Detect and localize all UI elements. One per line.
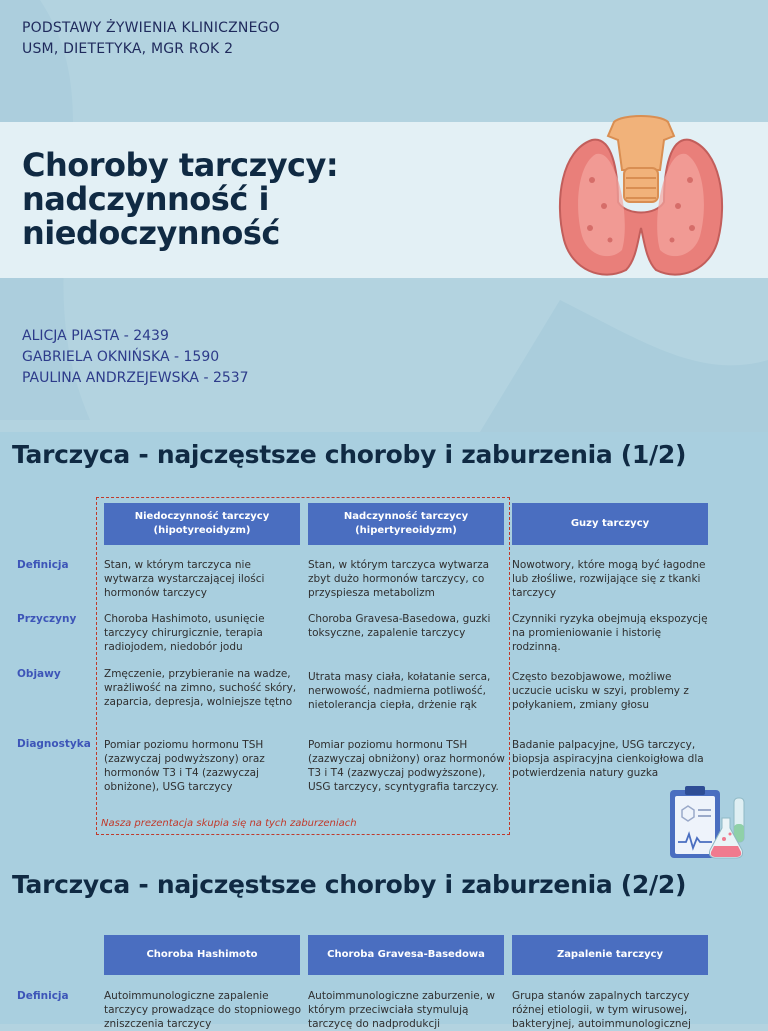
cell-causes-nodules: Czynniki ryzyka obejmują ekspozycję na promieniowanie i historię rodzinną.: [512, 613, 708, 653]
section-1-title: Tarczyca - najczęstsze choroby i zaburzenia (1/2): [12, 440, 687, 469]
cell-symptoms-nodules: Często bezobjawowe, możliwe uczucie ucisku w szyi, problemy z połykaniem, zmiany głosu: [512, 671, 689, 711]
author-1: ALICJA PIASTA - 2439: [22, 328, 169, 344]
page-title: [22, 148, 338, 250]
title-line-1: Choroby tarczycy:: [22, 146, 339, 184]
focus-note: Nasza prezentacja skupia się na tych zaburzeniach: [101, 818, 357, 829]
row-label-diagnostics: Diagnostyka: [17, 738, 91, 750]
column-header-thyroiditis: Zapalenie tarczycy: [512, 935, 708, 975]
cell-definition-hyper: Stan, w którym tarczyca wytwarza zbyt dużo hormonów tarczycy, co przyspiesza metabolizm: [308, 559, 490, 599]
row-label-definition-2: Definicja: [17, 990, 69, 1002]
column-header-thyroid-nodules: Guzy tarczycy: [512, 503, 708, 545]
row-label-causes: Przyczyny: [17, 613, 77, 625]
cell-diagnostics-hyper: Pomiar poziomu hormonu TSH (zazwyczaj obniżony) oraz hormonów T3 i T4 (zazwyczaj podwyższone), USG tarczycy, scyntygrafia tarczycy.: [308, 739, 505, 793]
column-header-hashimoto: Choroba Hashimoto: [104, 935, 300, 975]
cell-symptoms-hypo: Zmęczenie, przybieranie na wadze, wrażliwość na zimno, suchość skóry, zaparcia, depresja, wolniejsze tętno: [104, 668, 297, 708]
cell-definition-hashimoto: Autoimmunologiczne zapalenie tarczycy prowadzące do stopniowego zniszczenia tarczycy: [104, 990, 302, 1030]
title-line-2: nadczynność i: [22, 180, 269, 218]
cell-definition-nodules: Nowotwory, które mogą być łagodne lub złośliwe, rozwijające się z tkanki tarczycy: [512, 559, 706, 599]
cell-causes-hyper: Choroba Gravesa-Basedowa, guzki toksyczne, zapalenie tarczycy: [308, 613, 491, 639]
cell-definition-thyroiditis: Grupa stanów zapalnych tarczycy różnej etiologii, w tym wirusowej, bakteryjnej, autoimmunologicznej: [512, 990, 691, 1030]
section-2-title: Tarczyca - najczęstsze choroby i zaburzenia (2/2): [12, 870, 687, 899]
clipboard-lab-icon: [664, 784, 764, 862]
course-name: PODSTAWY ŻYWIENIA KLINICZNEGO: [22, 20, 280, 36]
author-3: PAULINA ANDRZEJEWSKA - 2537: [22, 370, 249, 386]
row-label-symptoms: Objawy: [17, 668, 61, 680]
authors-list: [22, 326, 249, 389]
column-header-hypothyroidism: Niedoczynność tarczycy (hipotyreoidyzm): [104, 503, 300, 545]
cell-definition-graves: Autoimmunologiczne zaburzenie, w którym przeciwciała stymulują tarczycę do nadprodukcji: [308, 990, 495, 1030]
row-label-definition: Definicja: [17, 559, 69, 571]
title-line-3: niedoczynność: [22, 214, 280, 252]
cell-definition-hypo: Stan, w którym tarczyca nie wytwarza wystarczającej ilości hormonów tarczycy: [104, 559, 265, 599]
column-header-hyperthyroidism: Nadczynność tarczycy (hipertyreoidyzm): [308, 503, 504, 545]
cell-diagnostics-hypo: Pomiar poziomu hormonu TSH (zazwyczaj podwyższony) oraz hormonów T3 i T4 (zazwyczaj obniżone), USG tarczycy: [104, 739, 265, 793]
course-header: [22, 18, 280, 60]
author-2: GABRIELA OKNIŃSKA - 1590: [22, 349, 220, 365]
cell-diagnostics-nodules: Badanie palpacyjne, USG tarczycy, biopsja aspiracyjna cienkoigłowa dla potwierdzenia natury guzka: [512, 739, 704, 779]
cell-causes-hypo: Choroba Hashimoto, usunięcie tarczycy chirurgicznie, terapia radiojodem, niedobór jodu: [104, 613, 265, 653]
course-program: USM, DIETETYKA, MGR ROK 2: [22, 41, 234, 57]
thyroid-illustration: [552, 110, 730, 288]
cell-symptoms-hyper: Utrata masy ciała, kołatanie serca, nerwowość, nadmierna potliwość, nietolerancja ciepła, drżenie rąk: [308, 671, 491, 711]
column-header-graves: Choroba Gravesa-Basedowa: [308, 935, 504, 975]
